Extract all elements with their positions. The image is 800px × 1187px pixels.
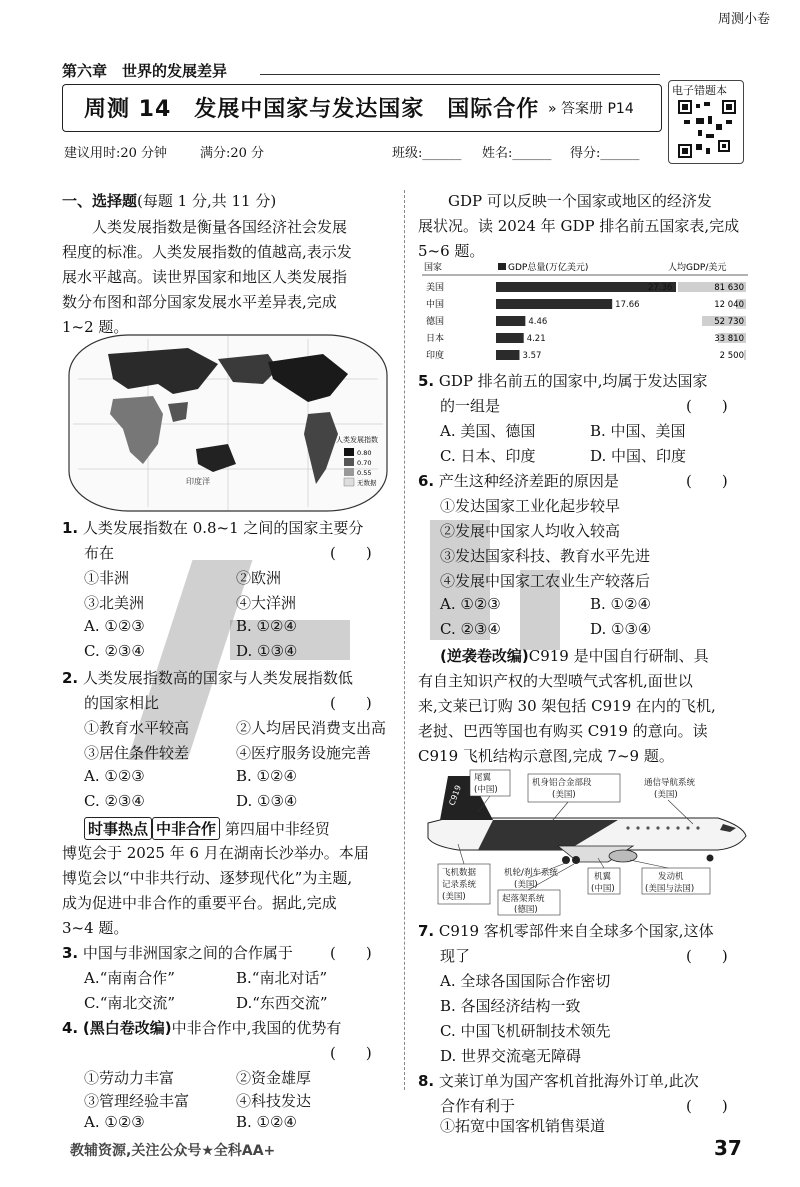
question-text: 中非合作中,我国的优势有 — [171, 1019, 342, 1037]
option-b[interactable]: B. ①②④ — [236, 767, 297, 785]
diagram-label: 通信导航系统 — [644, 778, 696, 788]
option-c[interactable]: C. 中国飞机研制技术领先 — [440, 1022, 611, 1040]
intro-line: 展水平越高。读世界国家和地区人类发展指 — [62, 268, 348, 286]
statement-item: ④科技发达 — [236, 1092, 312, 1110]
section-heading-label: 一、选择题 — [62, 192, 138, 210]
chapter-title: 第六章 世界的发展差异 — [62, 62, 228, 80]
gdp-bar — [496, 350, 519, 360]
question-3 — [62, 942, 293, 963]
statement-item: ①劳动力丰富 — [84, 1069, 175, 1087]
answer-blank[interactable]: ( ) — [330, 944, 372, 962]
hot-topic-intro — [84, 817, 330, 840]
gdp-chart — [420, 258, 750, 366]
option-c[interactable]: C. ②③④ — [84, 792, 145, 810]
diagram-label: 记录系统 — [442, 880, 477, 890]
question-text: 合作有利于 — [440, 1097, 516, 1115]
country-label: 印度 — [426, 351, 445, 361]
legend-item: 0.70 — [357, 459, 372, 467]
option-c[interactable]: C. ②③④ — [440, 620, 501, 638]
answer-blank[interactable]: ( ) — [686, 472, 728, 490]
engine-shape — [609, 850, 637, 862]
legend-item: 无数据 — [357, 479, 377, 487]
question-number: 7. — [418, 922, 435, 940]
diagram-label: (美国与法国) — [645, 884, 695, 894]
statement-item: ④发展中国家工农业生产较落后 — [440, 572, 651, 590]
gdp-value-label: 27.36 — [648, 283, 673, 293]
diagram-label: (美国) — [654, 790, 678, 800]
question-number: 1. — [62, 519, 79, 537]
option-a[interactable]: A. ①②③ — [440, 595, 501, 613]
statement-item: ④医疗服务设施完善 — [236, 744, 372, 762]
page-title: 周测 14 发展中国家与发达国家 国际合作 — [84, 97, 540, 122]
statement-item: ③居住条件较差 — [84, 744, 190, 762]
hot-topic-badge: 时事热点 — [84, 817, 152, 840]
china-africa-badge: 中非合作 — [152, 817, 220, 840]
legend-item: 0.55 — [357, 469, 372, 477]
option-b[interactable]: B. ①②④ — [236, 617, 297, 635]
statement-item: ②资金雄厚 — [236, 1069, 312, 1087]
statement-item: ②人均居民消费支出高 — [236, 719, 387, 737]
question-8 — [418, 1070, 699, 1091]
diagram-label: 机翼 — [594, 872, 612, 882]
diagram-label: 发动机 — [658, 872, 684, 882]
per-capita-label: 2 500 — [719, 351, 744, 361]
option-d[interactable]: D. 世界交流毫无障碍 — [440, 1047, 582, 1065]
option-a[interactable]: A. ①②③ — [84, 1113, 145, 1131]
question-text: 现了 — [440, 947, 471, 965]
statement-item: ③管理经验丰富 — [84, 1092, 190, 1110]
answer-blank[interactable]: ( ) — [686, 947, 728, 965]
answer-reference — [548, 98, 634, 118]
column-header: 人均GDP/美元 — [668, 263, 727, 273]
option-a[interactable]: A. 全球各国国际合作密切 — [440, 972, 611, 990]
option-b[interactable]: B.“南北对话” — [236, 969, 328, 987]
question-text: 中国与非洲国家之间的合作属于 — [82, 944, 293, 962]
intro-line: 数分布图和部分国家发展水平差异表,完成 — [62, 293, 337, 311]
footer-note: 教辅资源,关注公众号★全科AA+ — [70, 1143, 276, 1159]
diagram-label: (美国) — [552, 790, 576, 800]
question-2 — [62, 667, 353, 688]
gdp-intro: GDP 可以反映一个国家或地区的经济发 — [448, 192, 712, 210]
c919-intro — [440, 645, 709, 666]
option-b[interactable]: B. ①②④ — [236, 1113, 297, 1131]
class-field[interactable]: 班级:______ — [392, 146, 462, 161]
question-number: 6. — [418, 472, 435, 490]
section-tag: 周测小卷 — [717, 12, 770, 27]
per-capita-label: 12 040 — [714, 300, 744, 310]
tail-code: C919 — [447, 784, 464, 807]
question-4 — [62, 1017, 341, 1038]
statement-item: ①教育水平较高 — [84, 719, 190, 737]
question-text: GDP 排名前五的国家中,均属于发达国家 — [438, 372, 708, 390]
gdp-value-label: 17.66 — [615, 300, 640, 310]
diagram-label: 飞机数据 — [442, 868, 477, 878]
gdp-value-label: 4.46 — [528, 317, 548, 327]
option-a[interactable]: A.“南南合作” — [84, 969, 175, 987]
answer-blank[interactable]: ( ) — [686, 397, 728, 415]
c919-text: C919 飞机结构示意图,完成 7~9 题。 — [418, 747, 674, 765]
diagram-label: 机轮/刹车系统 — [504, 868, 558, 878]
option-b[interactable]: B. 各国经济结构一致 — [440, 997, 581, 1015]
option-d[interactable]: D. ①③④ — [590, 620, 652, 638]
question-text: 产生这种经济差距的原因是 — [438, 472, 619, 490]
world-hdi-map — [68, 334, 388, 512]
question-5 — [418, 370, 708, 391]
diagram-label: (中国) — [474, 785, 498, 795]
option-d[interactable]: D. 中国、印度 — [590, 447, 687, 465]
score-field[interactable]: 得分:______ — [570, 146, 640, 161]
per-capita-label: 52 730 — [714, 317, 744, 327]
option-a[interactable]: A. 美国、德国 — [440, 422, 536, 440]
option-c[interactable]: C. ②③④ — [84, 642, 145, 660]
diagram-label: 尾翼 — [474, 773, 492, 783]
intro-line: 1~2 题。 — [62, 318, 129, 336]
gdp-intro: 5~6 题。 — [418, 242, 485, 260]
double-chevron-icon: » — [548, 101, 557, 117]
option-a[interactable]: A. ①②③ — [84, 767, 145, 785]
statement-item: ②发展中国家人均收入较高 — [440, 522, 621, 540]
section-heading — [62, 190, 276, 211]
diagram-label: 起落架系统 — [502, 894, 545, 904]
section-heading-note: (每题 1 分,共 11 分) — [137, 192, 277, 210]
intro-line: 程度的标准。人类发展指数的值越高,表示发 — [62, 243, 352, 261]
legend-item: 0.80 — [357, 449, 372, 457]
statement-item: ③发达国家科技、教育水平先进 — [440, 547, 651, 565]
country-label: 中国 — [426, 300, 445, 310]
question-1 — [62, 517, 363, 538]
question-6 — [418, 470, 619, 491]
source-badge: (黑白卷改编) — [82, 1019, 172, 1037]
diagram-label: 机身铝合金部段 — [532, 778, 592, 788]
legend-title: 人类发展指数 — [336, 436, 378, 444]
statement-item: ①发达国家工业化起步较早 — [440, 497, 621, 515]
answer-blank[interactable]: ( ) — [330, 1044, 372, 1062]
question-text: 人类发展指数高的国家与人类发展指数低 — [82, 669, 353, 687]
question-number: 2. — [62, 669, 79, 687]
divider — [260, 74, 660, 75]
gdp-value-label: 4.21 — [526, 334, 546, 344]
statement-item: ①非洲 — [84, 569, 130, 587]
hot-topic-text: 3~4 题。 — [62, 919, 129, 937]
c919-structure-diagram — [418, 768, 750, 916]
gdp-bar — [496, 316, 525, 326]
question-number: 5. — [418, 372, 435, 390]
sea-label: 印度洋 — [186, 477, 210, 486]
qr-label: 电子错题本 — [672, 84, 727, 97]
answer-blank[interactable]: ( ) — [686, 1097, 728, 1115]
hot-topic-text: 第四届中非经贸 — [224, 820, 330, 838]
qr-code-icon[interactable] — [678, 100, 736, 158]
suggested-time: 建议用时:20 分钟 — [64, 146, 168, 161]
question-text: 布在 — [84, 544, 115, 562]
gdp-value-label: 3.57 — [522, 351, 542, 361]
gdp-bar — [496, 299, 612, 309]
country-label: 日本 — [426, 334, 445, 344]
c919-text: 有自主知识产权的大型喷气式客机,面世以 — [418, 672, 693, 690]
option-d[interactable]: D. ①③④ — [236, 642, 298, 660]
statement-item: ①拓宽中国客机销售渠道 — [440, 1117, 606, 1135]
per-capita-label: 33 810 — [714, 334, 744, 344]
answer-ref-text: 答案册 P14 — [561, 101, 634, 117]
option-b[interactable]: B. ①②④ — [590, 595, 651, 613]
hot-topic-text: 博览会以“中非共行动、逐梦现代化”为主题, — [62, 869, 353, 887]
statement-item: ②欧洲 — [236, 569, 282, 587]
question-text: 人类发展指数在 0.8~1 之间的国家主要分 — [82, 519, 364, 537]
option-d[interactable]: D.“东西交流” — [236, 994, 328, 1012]
answer-blank[interactable]: ( ) — [330, 544, 372, 562]
diagram-label: (德国) — [514, 905, 538, 915]
question-text: C919 客机零部件来自全球多个国家,这体 — [438, 922, 714, 940]
diagram-label: (美国) — [442, 892, 466, 902]
option-b[interactable]: B. 中国、美国 — [590, 422, 686, 440]
column-divider — [404, 190, 405, 1090]
diagram-label: (中国) — [591, 884, 615, 894]
page-number: 37 — [714, 1136, 742, 1160]
country-label: 美国 — [426, 283, 445, 293]
column-header: GDP总量(万亿美元) — [508, 263, 589, 273]
per-capita-bar — [744, 350, 746, 360]
question-number: 4. — [62, 1019, 79, 1037]
option-c[interactable]: C. 日本、印度 — [440, 447, 536, 465]
per-capita-label: 81 630 — [714, 283, 744, 293]
answer-blank[interactable]: ( ) — [330, 694, 372, 712]
hot-topic-text: 博览会于 2025 年 6 月在湖南长沙举办。本届 — [62, 844, 369, 862]
full-score: 满分:20 分 — [200, 146, 265, 161]
question-number: 8. — [418, 1072, 435, 1090]
option-d[interactable]: D. ①③④ — [236, 792, 298, 810]
question-7 — [418, 920, 714, 941]
c919-text: 来,文莱已订购 30 架包括 C919 在内的飞机, — [418, 697, 716, 715]
gdp-bar — [496, 333, 524, 343]
source-badge: (逆袭卷改编) — [440, 647, 529, 665]
statement-item: ④大洋洲 — [236, 594, 297, 612]
country-label: 德国 — [426, 317, 445, 327]
question-text: 的国家相比 — [84, 694, 160, 712]
diagram-label: (美国) — [514, 880, 538, 890]
hot-topic-text: 成为促进中非合作的重要平台。据此,完成 — [62, 894, 337, 912]
question-number: 3. — [62, 944, 79, 962]
question-text: 的一组是 — [440, 397, 501, 415]
question-text: 文莱订单为国产客机首批海外订单,此次 — [438, 1072, 699, 1090]
name-field[interactable]: 姓名:______ — [482, 146, 552, 161]
column-header: 国家 — [424, 263, 443, 273]
c919-text: C919 是中国自行研制、具 — [528, 647, 709, 665]
intro-line: 人类发展指数是衡量各国经济社会发展 — [92, 218, 348, 236]
option-c[interactable]: C.“南北交流” — [84, 994, 176, 1012]
c919-text: 老挝、巴西等国也有购买 C919 的意向。读 — [418, 722, 708, 740]
statement-item: ③北美洲 — [84, 594, 145, 612]
gdp-intro: 展状况。读 2024 年 GDP 排名前五国家表,完成 — [418, 217, 740, 235]
option-a[interactable]: A. ①②③ — [84, 617, 145, 635]
